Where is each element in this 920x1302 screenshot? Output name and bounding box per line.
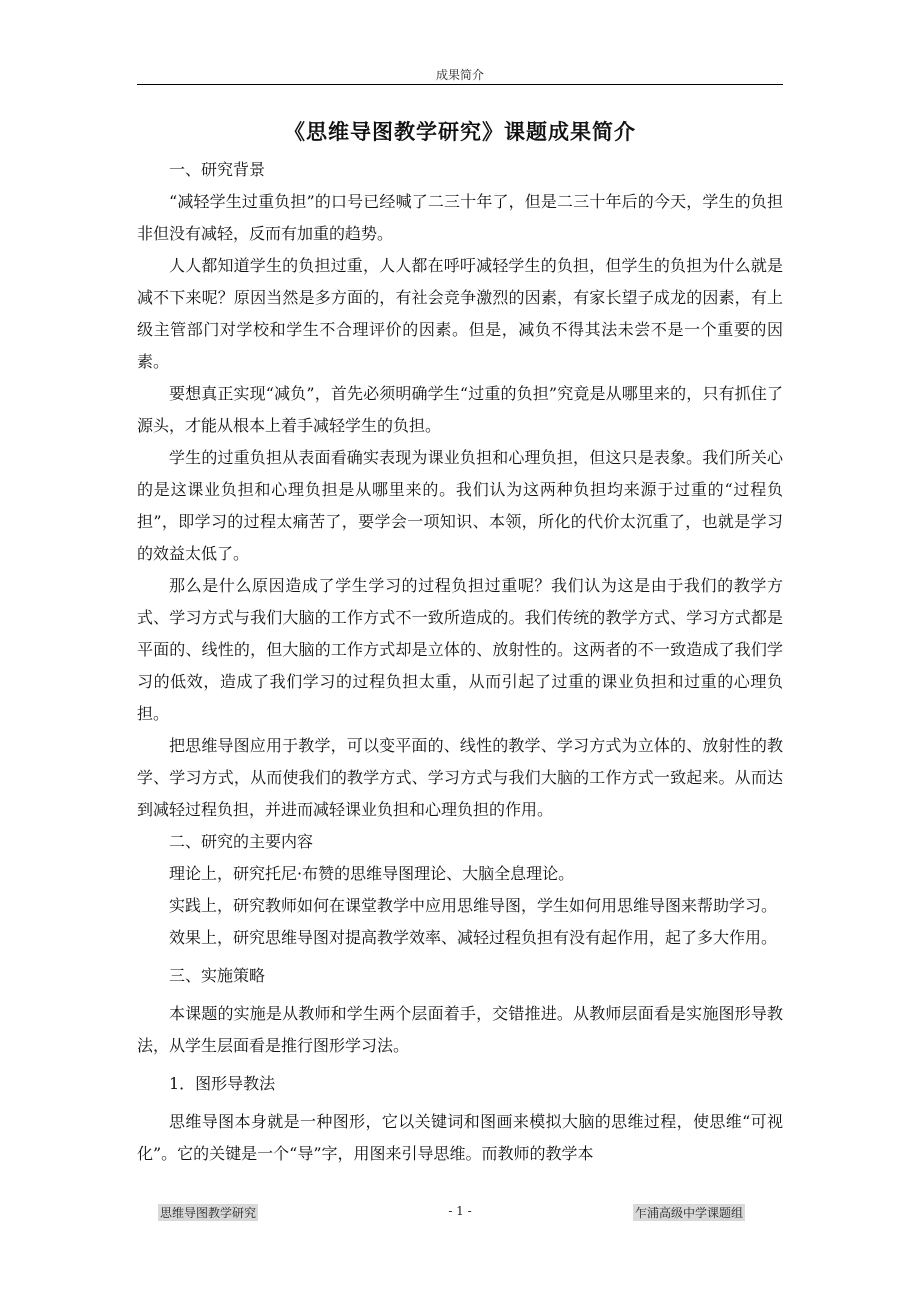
header-divider [137,84,783,85]
header-text: 成果简介 [435,68,484,82]
section-heading-content: 二、研究的主要内容 [169,832,314,851]
paragraph: 学生的过重负担从表面看确实表现为课业负担和心理负担，但这只是表象。我们所关心的是这课业负担和心理负担是从哪里来的。我们认为这两种负担均来源于过重的“过程负担”，即学习的过程太痛苦了，要学会一项知识、本领，所化的代价太沉重了，也就是学习的效益太低了。 [137,448,783,563]
paragraph: 要想真正实现“减负”，首先必须明确学生“过重的负担”究竟是从哪里来的，只有抓住了源头，才能从根本上着手减轻学生的负担。 [137,384,783,435]
paragraph: 人人都知道学生的负担过重，人人都在呼吁减轻学生的负担，但学生的负担为什么就是减不下来呢？原因当然是多方面的，有社会竞争激烈的因素，有家长望子成龙的因素，有上级主管部门对学校和学生不合理评价的因素。但是，减负不得其法未尝不是一个重要的因素。 [137,256,783,371]
paragraph: “减轻学生过重负担”的口号已经喊了二三十年了，但是二三十年后的今天，学生的负担非但没有减轻，反而有加重的趋势。 [137,192,783,243]
subsection-heading: 1．图形导教法 [169,1074,276,1093]
footer-group-name: 乍浦高级中学课题组 [635,1206,744,1220]
paragraph: 那么是什么原因造成了学生学习的过程负担过重呢？我们认为这是由于我们的教学方式、学习方式与我们大脑的工作方式不一致所造成的。我们传统的教学方式、学习方式都是平面的、线性的，但大脑的工作方式却是立体的、放射性的。这两者的不一致造成了我们学习的低效，造成了我们学习的过程负担太重，从而引起了过重的课业负担和过重的心理负担。 [137,576,783,723]
paragraph: 思维导图本身就是一种图形，它以关键词和图画来模拟大脑的思维过程，使思维“可视化”。它的关键是一个“导”字，用图来引导思维。而教师的教学本 [137,1112,783,1163]
paragraph: 本课题的实施是从教师和学生两个层面着手，交错推进。从教师层面看是实施图形导教法，从学生层面看是推行图形学习法。 [137,1004,783,1055]
paragraph: 实践上，研究教师如何在课堂教学中应用思维导图，学生如何用思维导图来帮助学习。 [169,896,778,915]
document-title: 《思维导图教学研究》课题成果简介 [284,119,636,144]
document-body [137,154,783,1170]
footer-project-name: 思维导图教学研究 [160,1206,257,1220]
section-heading-strategy: 三、实施策略 [169,966,266,985]
paragraph: 效果上，研究思维导图对提高教学效率、减轻过程负担有没有起作用，起了多大作用。 [169,928,778,947]
paragraph: 把思维导图应用于教学，可以变平面的、线性的教学、学习方式为立体的、放射性的教学、学习方式，从而使我们的教学方式、学习方式与我们大脑的工作方式一致起来。从而达到减轻过程负担，并进而减轻课业负担和心理负担的作用。 [137,736,783,819]
page-number: - 1 - [448,1204,472,1218]
section-heading-background: 一、研究背景 [169,160,266,179]
paragraph: 理论上，研究托尼·布赞的思维导图理论、大脑全息理论。 [169,864,575,883]
